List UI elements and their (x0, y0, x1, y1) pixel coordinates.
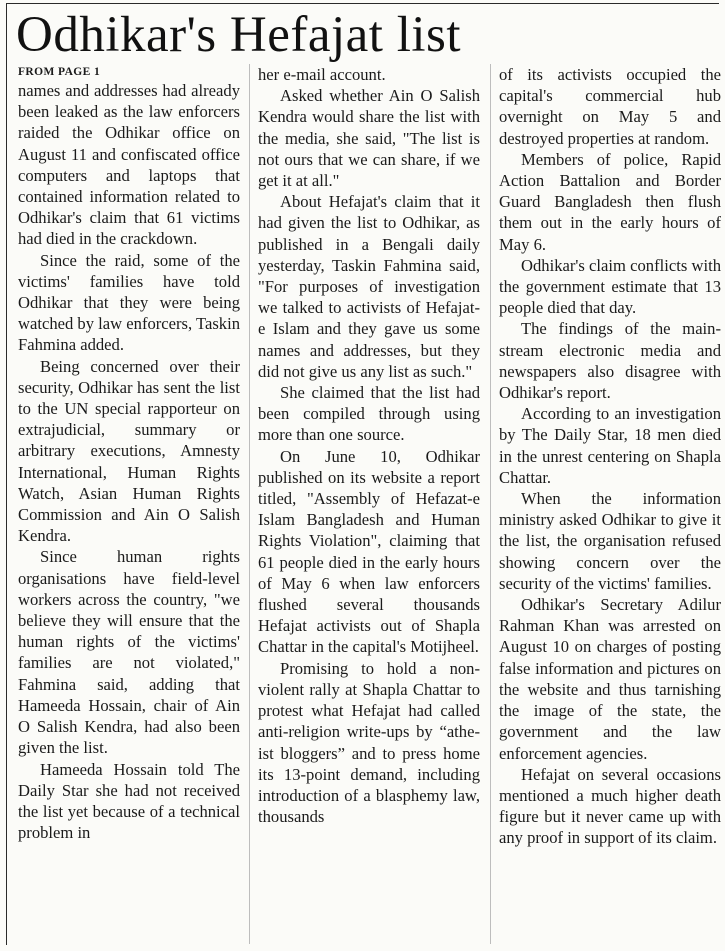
article-column-3 (499, 64, 721, 946)
paragraph: The findings of the mainstream electronic media and newspapers also disagree with Odhikar's report. (499, 319, 721, 403)
left-border-rule (6, 3, 7, 945)
paragraph: names and addresses had already been leaked as the law enforcers raided the Odhikar office on August 11 and confiscated office computers and laptops that contained information related to Odhikar's claim that 61 victims had died in the crackdown. (18, 81, 240, 249)
paragraph: On June 10, Odhikar published on its website a report titled, "Assembly of Hefazat-e Islam Bangladesh and Human Rights Violation", claiming that 61 people died in the early hours of May 6 when law enforcers flushed several thousands Hefajat activists out of Shapla Chattar in the capital's Motijheel. (258, 446, 480, 657)
paragraph: Odhikar's claim conflicts with the government estimate that 13 people died that day. (499, 255, 721, 318)
column-divider (490, 64, 491, 944)
paragraph: Hefajat on several occasions mentioned a much higher death figure but it never came up with any proof in support of its claim. (499, 764, 721, 848)
paragraph: Since the raid, some of the victims' families have told Odhikar that they were being watched by law enforcers, Taskin Fahmina added. (18, 250, 240, 355)
article-column-1 (18, 64, 240, 946)
paragraph: her e-mail account. (258, 65, 386, 84)
paragraph: Hameeda Hossain told The Daily Star she had not received the list yet because of a technical problem in (18, 759, 240, 843)
paragraph: Since human rights organisations have field-level workers across the country, "we believe they will ensure that the human rights of the victims' families are not violated," Fahmina said, adding that Hameeda Hossain, chair of Ain O Salish Kendra, had also been given the list. (18, 547, 240, 758)
paragraph: Promising to hold a non-violent rally at Shapla Chattar to protest what Hefajat had called anti-religion write-ups by “atheist bloggers” and to press home its 13-point demand, including introduction of a blasphemy law, thousands (258, 658, 480, 827)
paragraph: Asked whether Ain O Salish Kendra would share the list with the media, she said, "The list is not ours that we can share, if we get it at all." (258, 86, 480, 191)
paragraph: About Hefajat's claim that it had given the list to Odhikar, as published in a Bengali daily yesterday, Taskin Fahmina said, "For purposes of investigation we talked to activists of Hefajat-e Islam and they gave us some names and addresses, but they did not give us any list as such." (258, 192, 480, 381)
paragraph: Members of police, Rapid Action Battalion and Border Guard Bangladesh then flush them out in the early hours of May 6. (499, 149, 721, 254)
paragraph: According to an investigation by The Daily Star, 18 men died in the unrest centering on Shapla Chattar. (499, 404, 721, 487)
continuation-kicker: FROM PAGE 1 (18, 66, 101, 78)
paragraph: of its activists occupied the capital's commercial hub overnight on May 5 and destroyed properties at random. (499, 65, 721, 148)
paragraph: Being concerned over their security, Odhikar has sent the list to the UN special rapporteur on extrajudicial, summary or arbitrary executions, Amnesty International, Human Rights Watch, Asian Human Rights Commission and Ain O Salish Kendra. (18, 356, 240, 546)
headline: Odhikar's Hefajat list (16, 7, 462, 63)
column-divider (249, 64, 250, 944)
paragraph: She claimed that the list had been compiled through using more than one source. (258, 383, 480, 445)
paragraph: Odhikar's Secretary Adilur Rahman Khan was arrested on August 10 on charges of posting false information and pictures on the website and thus tarnishing the image of the state, the government and the law enforcement agencies. (499, 595, 721, 763)
paragraph: When the information ministry asked Odhikar to give it the list, the organisation refused showing concern over the security of the victims' families. (499, 489, 721, 593)
article-column-2 (258, 64, 480, 946)
